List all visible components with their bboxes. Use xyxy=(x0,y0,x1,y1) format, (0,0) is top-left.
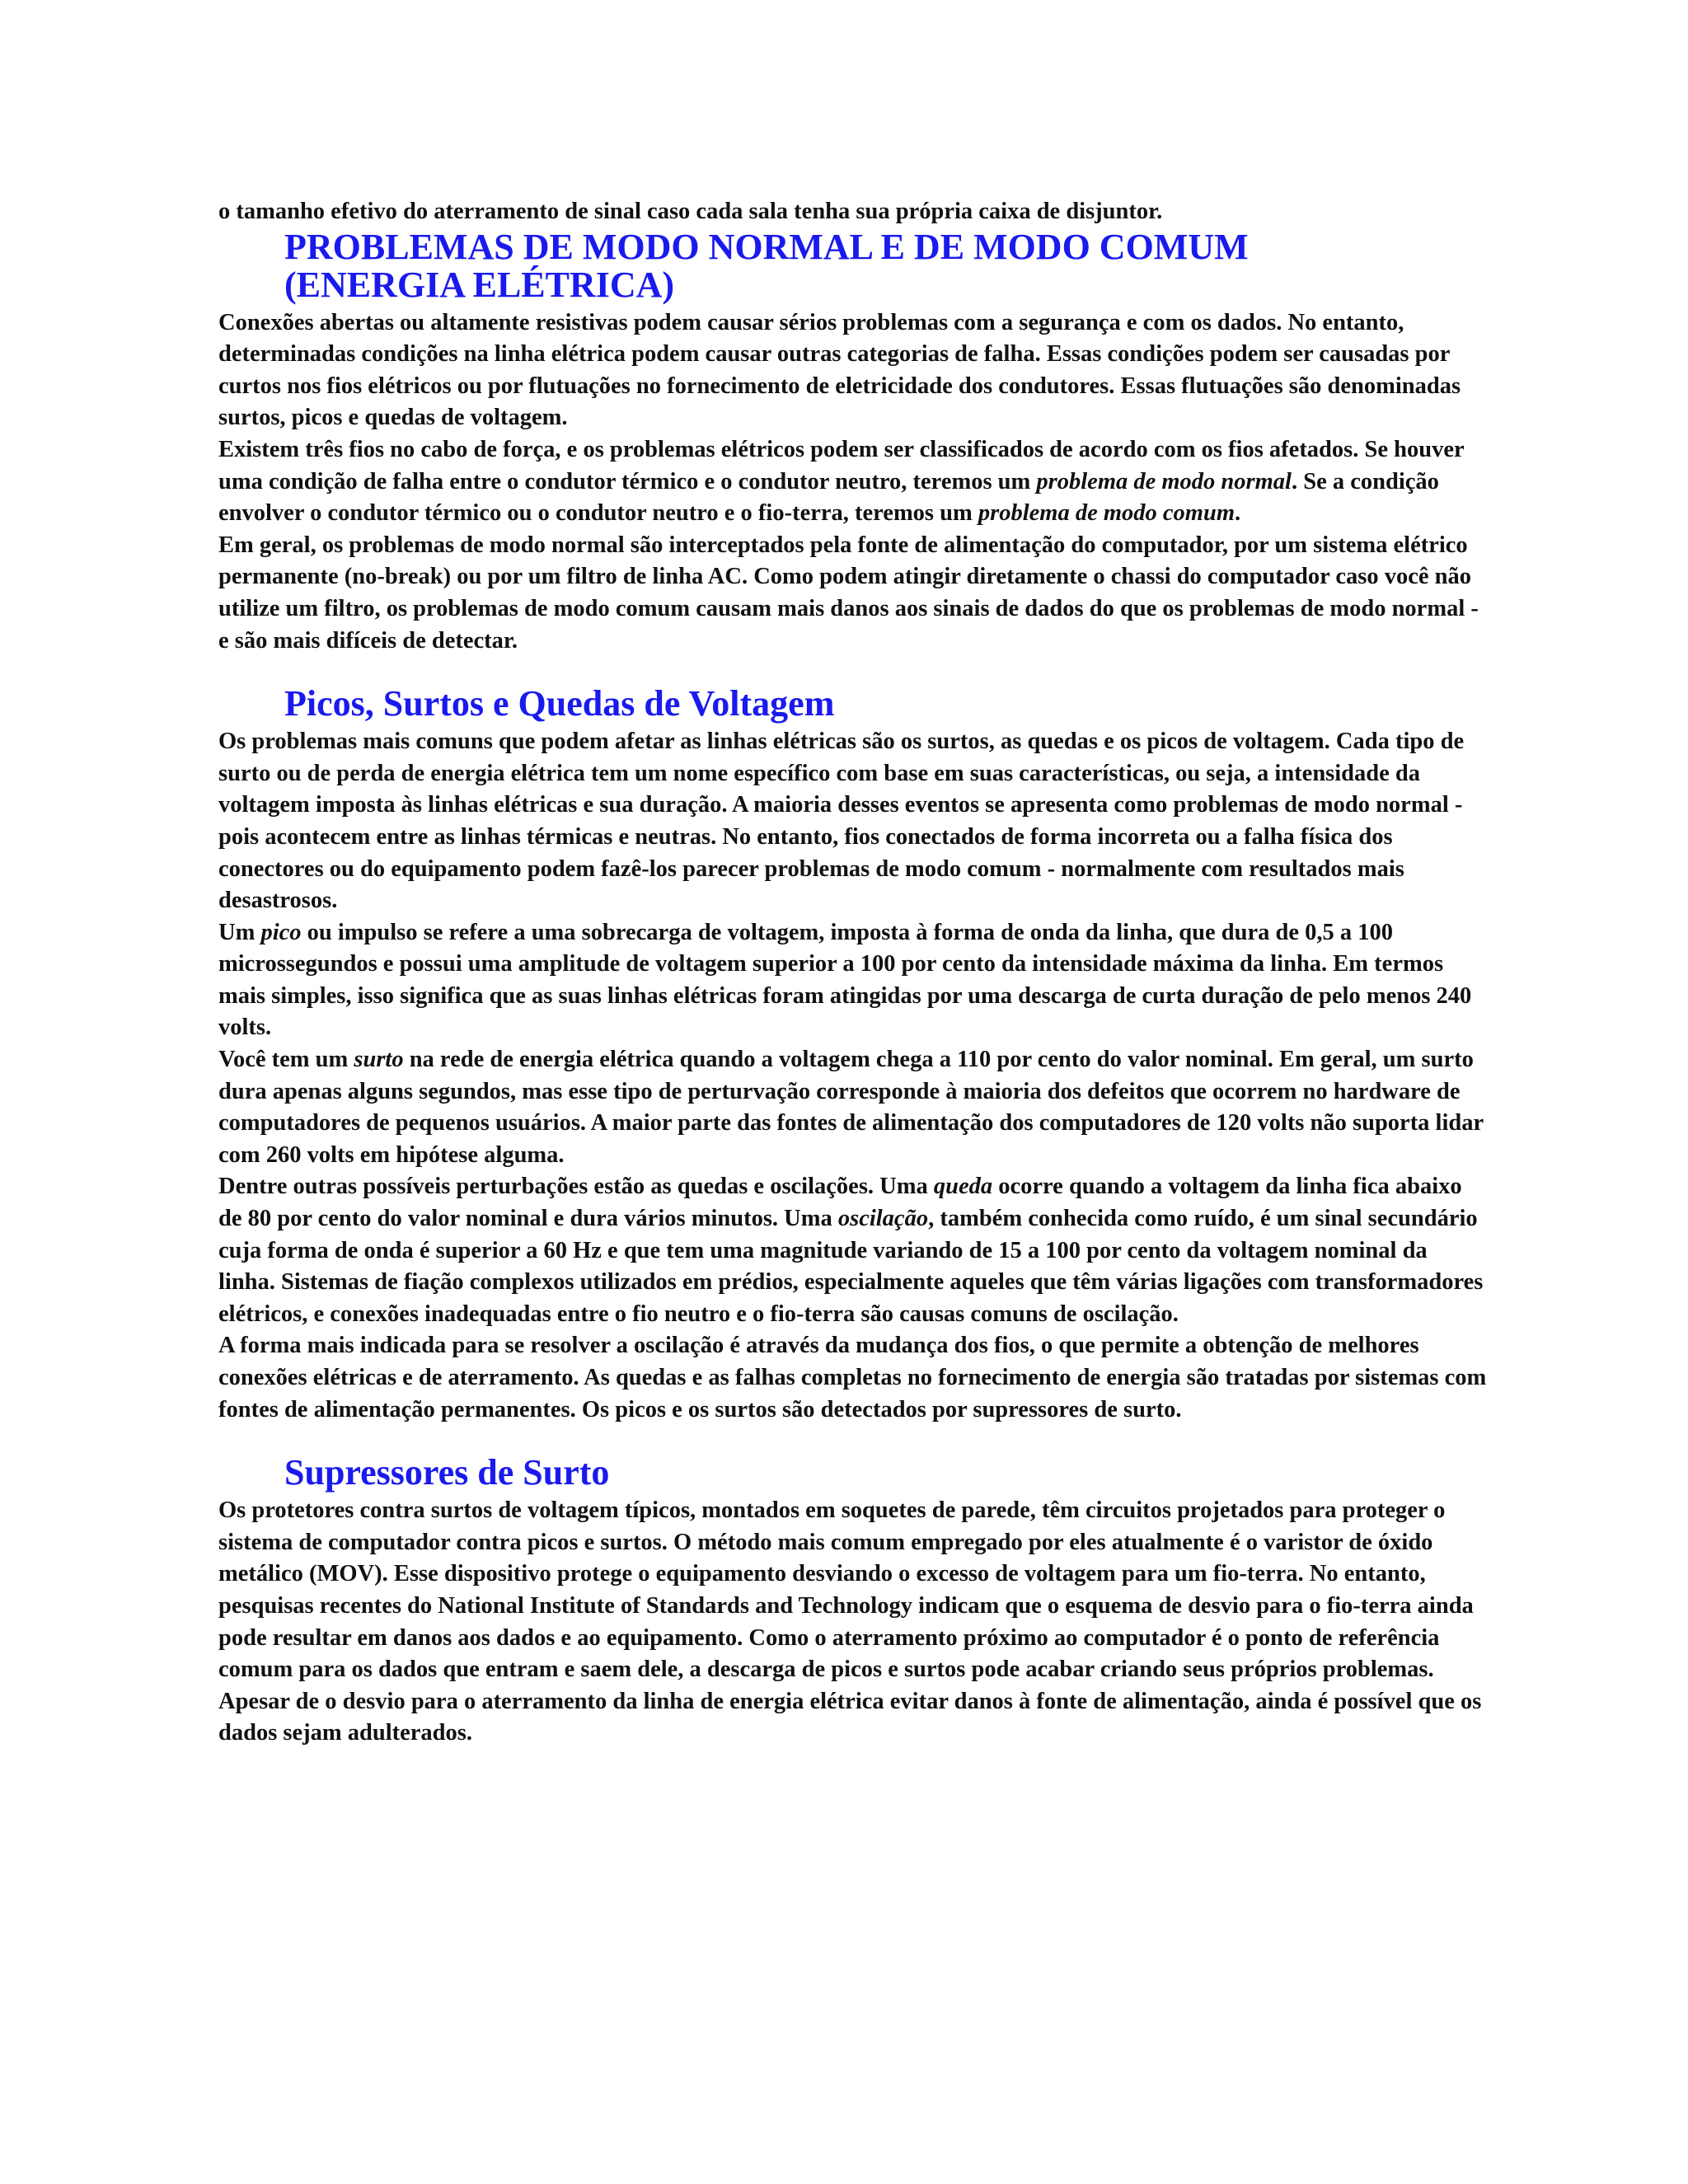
emphasis-modo-comum: problema de modo comum xyxy=(978,500,1235,527)
emphasis-surto: surto xyxy=(354,1047,404,1073)
emphasis-modo-normal: problema de modo normal xyxy=(1036,468,1292,494)
paragraph-tres-fios xyxy=(218,434,1488,530)
paragraph-quedas-oscilacoes xyxy=(218,1171,1488,1330)
paragraph-problemas-comuns: Os problemas mais comuns que podem afetar as linhas elétricas são os surtos, as quedas e os picos de voltagem. Cada tipo de surto ou de perda de energia elétrica tem um nome específico com base em suas características, ou seja, a intensidade da voltagem imposta às linhas elétricas e sua duração. A maioria desses eventos se apresenta como problemas de modo normal - pois acontecem entre as linhas térmicas e neutras. No entanto, fios conectados de forma incorreta ou a falha física dos conectores ou do equipamento podem fazê-los parecer problemas de modo comum - normalmente com resultados mais desastrosos. xyxy=(218,729,1465,914)
text-run: . xyxy=(1234,500,1241,527)
paragraph-em-geral: Em geral, os problemas de modo normal são interceptados pela fonte de alimentação do computador, por um sistema elétrico permanente (no-break) ou por um filtro de linha AC. Como podem atingir diretamente o chassi do computador caso você não utilize um filtro, os problemas de modo comum causam mais danos aos sinais de dados do que os problemas de modo normal - e são mais difíceis de detectar. xyxy=(218,532,1479,654)
text-run: , também conhecida como ruído, é um sinal secundário cuja forma de onda é superior a 60 Hz e que tem uma magnitude variando de 15 a 100 por cento da voltagem nominal da linha. Sistemas de fiação complexos utilizados em prédios, especialmente aqueles que têm várias ligações com transformadores elétricos, e conexões inadequadas entre o fio neutro e o fio-terra são causas comuns de oscilação. xyxy=(218,1206,1484,1327)
text-run: ou impulso se refere a uma sobrecarga de voltagem, imposta à forma de onda da linha, que dura de 0,5 a 100 microssegundos e possui uma amplitude de voltagem superior a 100 por cento da intensidade máxima da linha. Em termos mais simples, isso significa que as suas linhas elétricas foram atingidas por uma descarga de curta duração de pelo menos 240 volts. xyxy=(218,919,1472,1041)
paragraph-surto xyxy=(218,1044,1488,1171)
section-heading-picos: Picos, Surtos e Quedas de Voltagem xyxy=(284,683,835,724)
section-heading-modo-line2: (ENERGIA ELÉTRICA) xyxy=(284,264,675,305)
paragraph-forma-indicada: A forma mais indicada para se resolver a oscilação é através da mudança dos fios, o que permite a obtenção de melhores conexões elétricas e de aterramento. As quedas e as falhas completas no fornecimento de energia são tratadas por sistemas com fontes de alimentação permanentes. Os picos e os surtos são detectados por supressores de surto. xyxy=(218,1333,1487,1422)
text-run: ocorre quando a voltagem da linha fica abaixo de 80 por cento do valor nominal e dura vários minutos. Uma xyxy=(218,1174,1462,1232)
emphasis-queda: queda xyxy=(933,1174,993,1200)
text-run: na rede de energia elétrica quando a voltagem chega a 110 por cento do valor nominal. Em geral, um surto dura apenas alguns segundos, mas esse tipo de perturvação corresponde à maioria dos defeitos que ocorrem no hardware de computadores de pequenos usuários. A maior parte das fontes de alimentação dos computadores de 120 volts não suporta lidar com 260 volts em hipótese alguma. xyxy=(218,1047,1484,1168)
intro-line: o tamanho efetivo do aterramento de sinal caso cada sala tenha sua própria caixa de disjuntor. xyxy=(218,199,1163,224)
text-run: Um xyxy=(218,919,261,945)
section-heading-modo xyxy=(218,228,1488,304)
text-run: Existem três fios no cabo de força, e os problemas elétricos podem ser classificados de acordo com os fios afetados. Se houver uma condição de falha entre o condutor térmico e o condutor neutro, teremos um xyxy=(218,436,1465,494)
paragraph-conexoes: Conexões abertas ou altamente resistivas podem causar sérios problemas com a segurança e com os dados. No entanto, determinadas condições na linha elétrica podem causar outras categorias de falha. Essas condições podem ser causadas por curtos nos fios elétricos ou por flutuações no fornecimento de eletricidade dos condutores. Essas flutuações são denominadas surtos, picos e quedas de voltagem. xyxy=(218,309,1461,431)
emphasis-oscilacao: oscilação xyxy=(837,1206,929,1232)
text-run: Dentre outras possíveis perturbações estão as quedas e oscilações. Uma xyxy=(218,1174,934,1200)
paragraph-protetores: Os protetores contra surtos de voltagem típicos, montados em soquetes de parede, têm circuitos projetados para proteger o sistema de computador contra picos e surtos. O método mais comum empregado por eles atualmente é o varistor de óxido metálico (MOV). Esse dispositivo protege o equipamento desviando o excesso de voltagem para um fio-terra. No entanto, pesquisas recentes do National Institute of Standards and Technology indicam que o esquema de desvio para o fio-terra ainda pode resultar em danos aos dados e ao equipamento. Como o aterramento próximo ao computador é o ponto de referência comum para os dados que entram e saem dele, a descarga de picos e surtos pode acabar criando seus próprios problemas. Apesar de o desvio para o aterramento da linha de energia elétrica evitar danos à fonte de alimentação, ainda é possível que os dados sejam adulterados. xyxy=(218,1497,1482,1746)
section-heading-modo-line1: PROBLEMAS DE MODO NORMAL E DE MODO COMUM xyxy=(284,226,1249,267)
section-heading-supressores: Supressores de Surto xyxy=(284,1452,610,1493)
emphasis-pico: pico xyxy=(260,919,302,945)
document-page xyxy=(218,196,1488,1750)
paragraph-pico xyxy=(218,917,1488,1044)
text-run: Você tem um xyxy=(218,1047,354,1073)
text-run: . Se a condição envolver o condutor térmico ou o condutor neutro e o fio-terra, teremos um xyxy=(218,468,1439,527)
